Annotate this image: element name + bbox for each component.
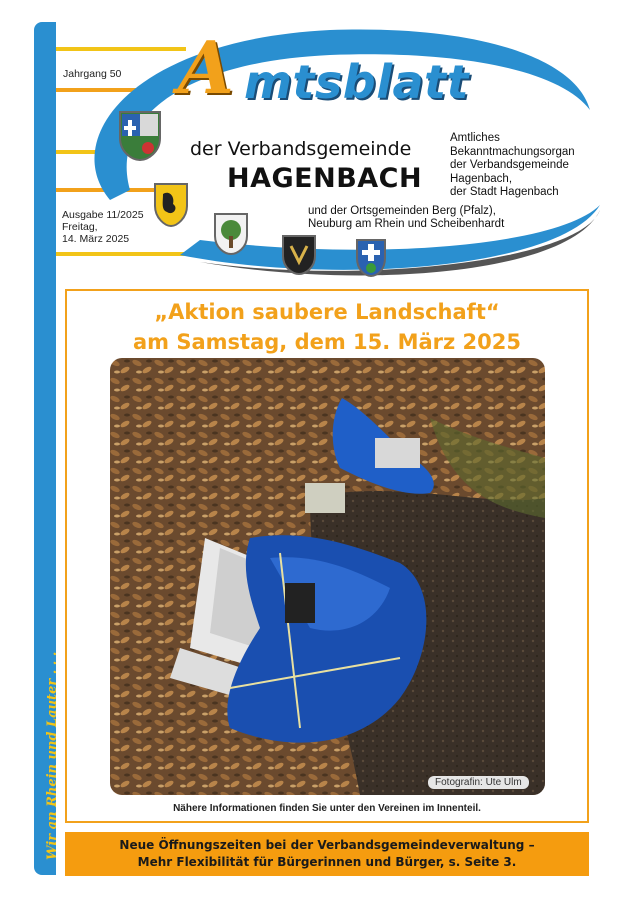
headline-line-1: „Aktion saubere Landschaft“ xyxy=(154,300,500,324)
sidebar-slogan: Wir an Rhein und Lauter . . . xyxy=(45,651,60,860)
ortsgemeinden-block xyxy=(308,205,504,231)
ortsgemeinden-line: Neuburg am Rhein und Scheibenhardt xyxy=(308,218,505,230)
ortsgemeinden-line: und der Ortsgemeinden Berg (Pfalz), xyxy=(308,205,496,217)
crest-icon xyxy=(281,234,317,276)
ausgabe-label: Ausgabe 11/2025 xyxy=(62,209,144,221)
hagenbach-label: HAGENBACH xyxy=(227,163,423,194)
amtliches-line: der Stadt Hagenbach xyxy=(450,186,559,198)
amtliches-block xyxy=(450,132,575,200)
amtliches-line: der Verbandsgemeinde xyxy=(450,159,569,171)
amtliches-line: Hagenbach, xyxy=(450,172,513,185)
amtliches-line: Bekanntmachungsorgan xyxy=(450,145,575,158)
banner-line-1: Neue Öffnungszeiten bei der Verbandsgemeindeverwaltung – xyxy=(119,838,535,852)
feature-photo xyxy=(110,358,545,795)
crest-icon xyxy=(153,182,189,228)
crest-icon xyxy=(213,212,249,256)
crest-icon xyxy=(355,238,387,278)
headline-line-2: am Samstag, dem 15. März 2025 xyxy=(133,330,521,354)
bottom-banner xyxy=(65,832,589,876)
photo-credit: Fotografin: Ute Ulm xyxy=(428,776,529,789)
wochentag-label: Freitag, xyxy=(62,221,98,233)
jahrgang-label: Jahrgang 50 xyxy=(63,68,122,80)
crest-icon xyxy=(118,110,162,162)
amtliches-line: Amtliches xyxy=(450,132,500,144)
verbandsgemeinde-label: der Verbandsgemeinde xyxy=(190,138,412,160)
photo-caption: Nähere Informationen finden Sie unter den Vereinen im Innenteil. xyxy=(173,803,481,814)
title-rest: mtsblatt xyxy=(244,55,470,109)
banner-line-2: Mehr Flexibilität für Bürgerinnen und Bürger, s. Seite 3. xyxy=(137,855,517,869)
title-initial: A xyxy=(178,25,234,110)
feature-headline xyxy=(67,297,587,357)
datum-label: 14. März 2025 xyxy=(62,233,130,245)
